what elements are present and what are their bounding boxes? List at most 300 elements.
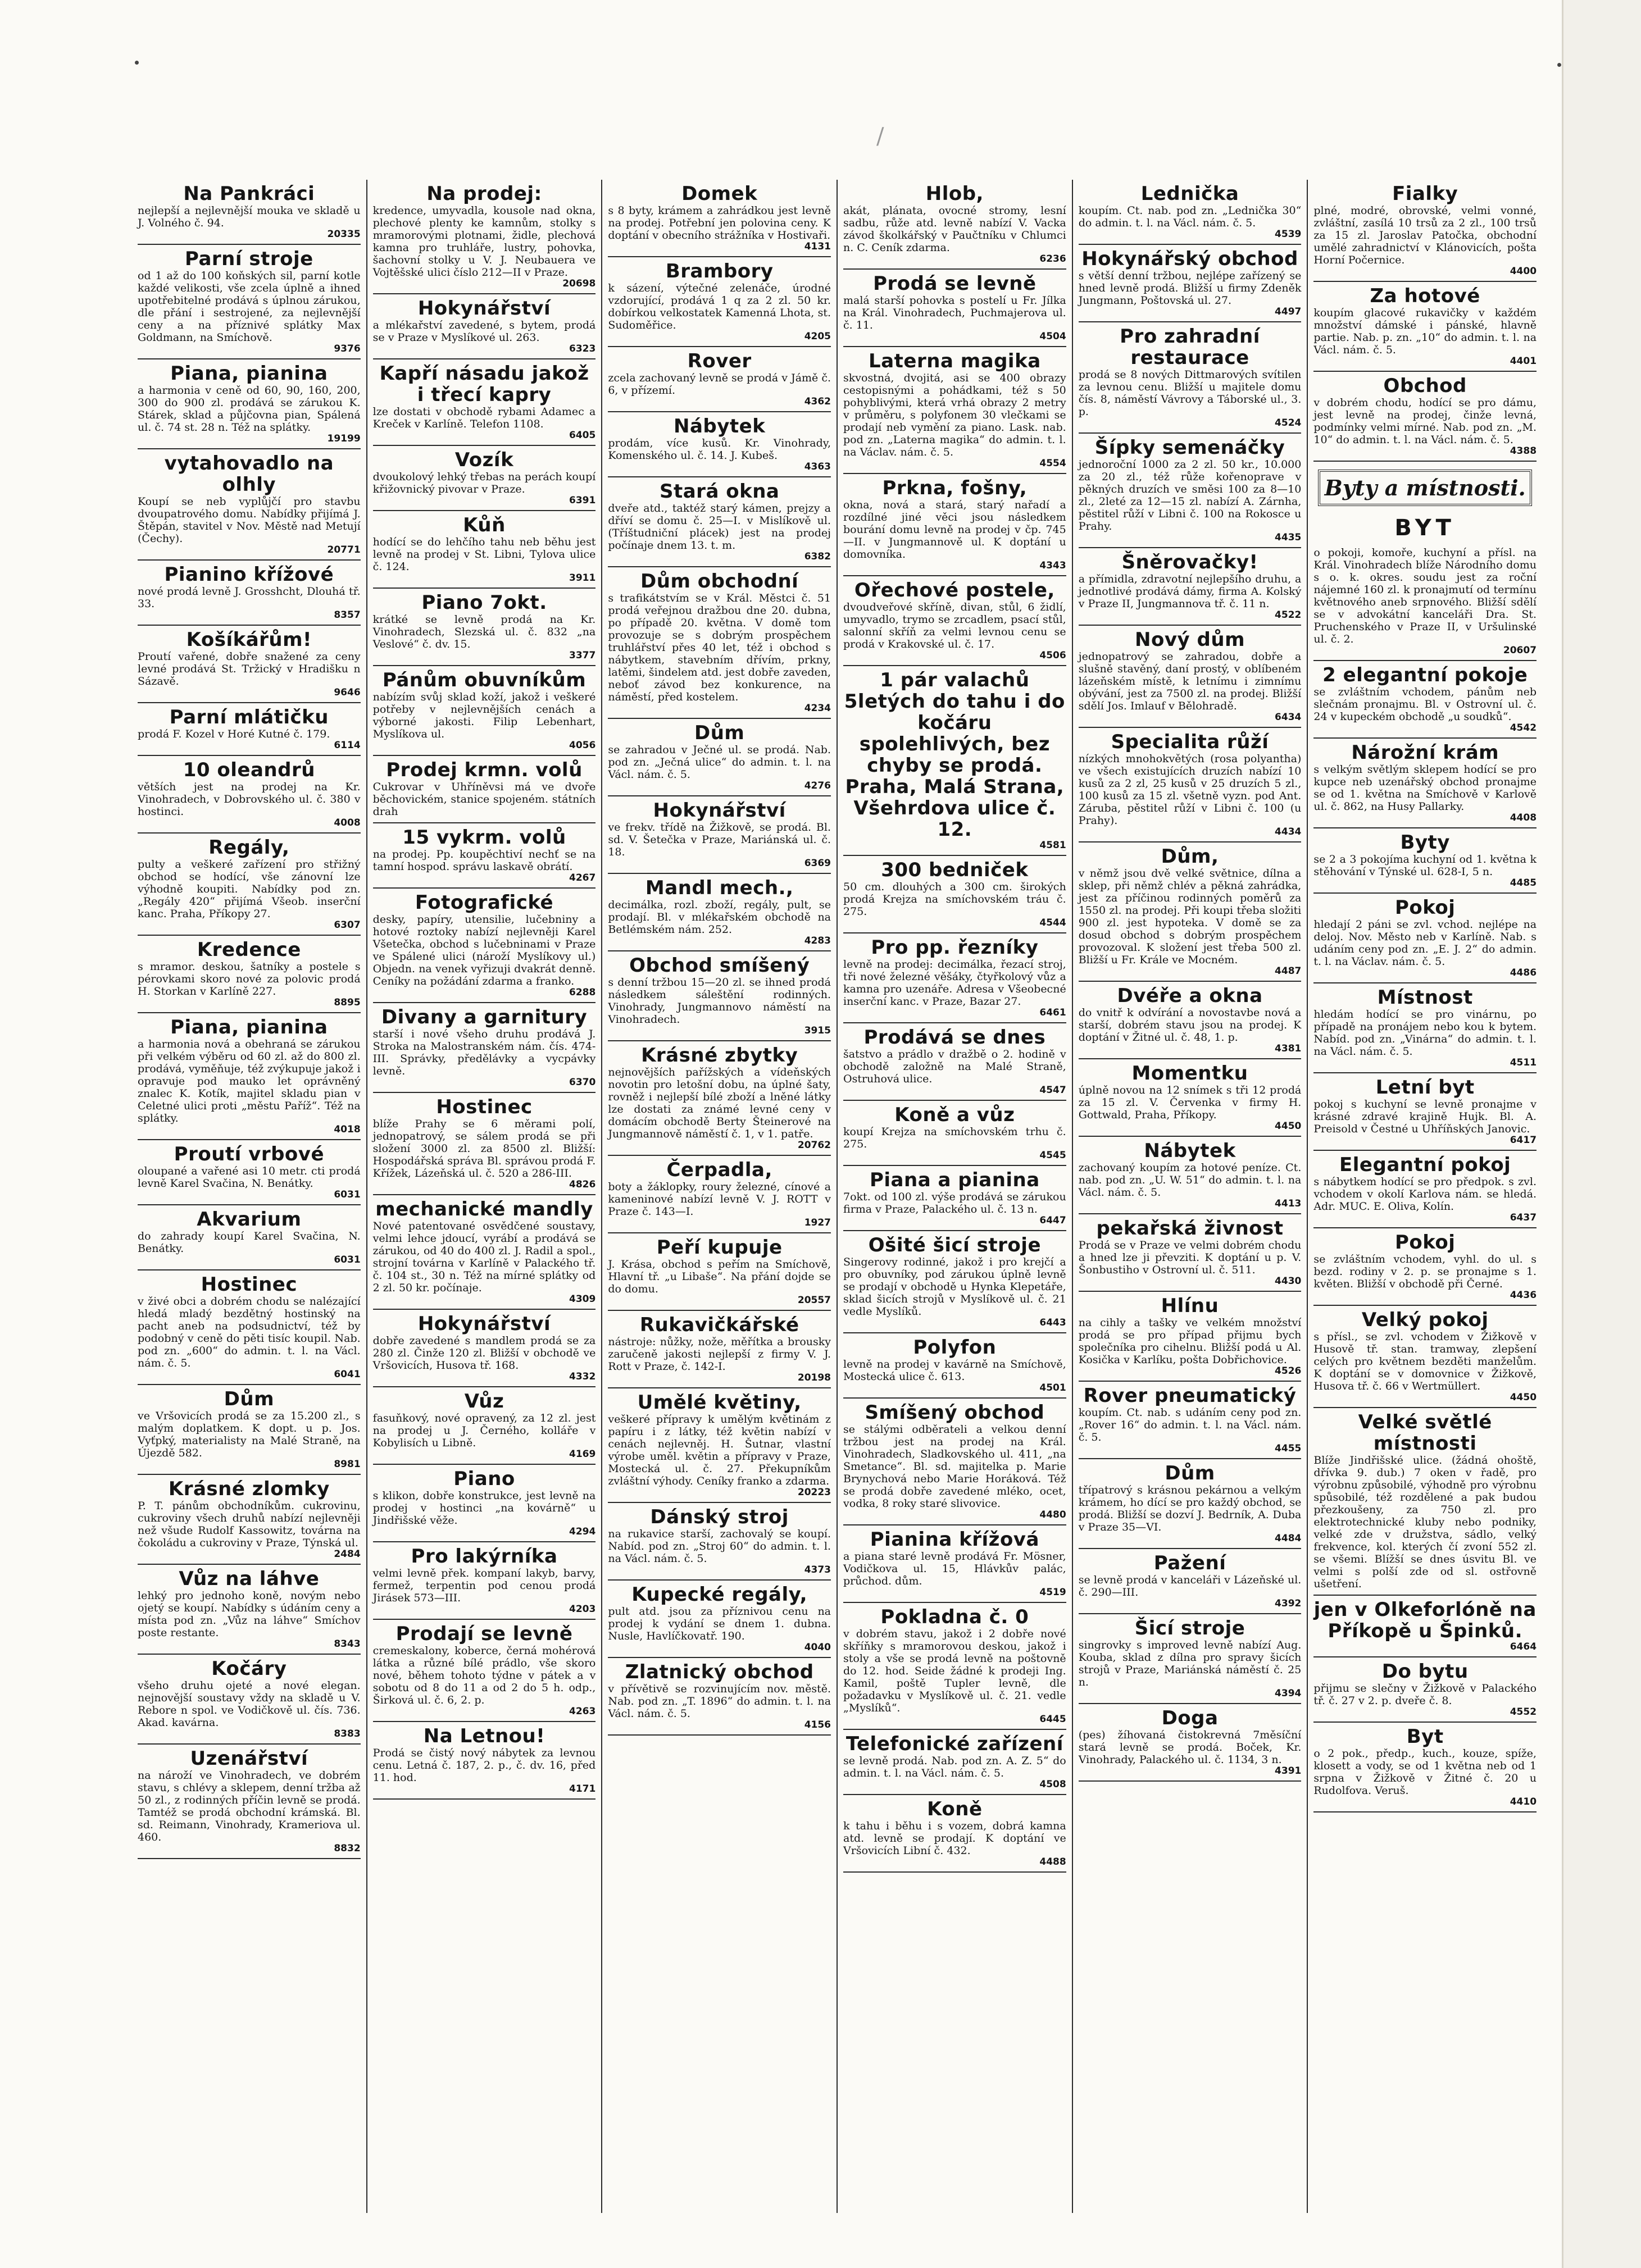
ad-reference-number: 2484 xyxy=(334,1549,361,1560)
ad-headline: Obchod xyxy=(1383,375,1467,397)
ad-reference-number: 4554 xyxy=(1039,458,1066,469)
classified-ad xyxy=(608,1041,831,1156)
classified-ad xyxy=(373,756,596,823)
ad-headline: Hlob, xyxy=(925,183,984,205)
ad-reference-number: 4018 xyxy=(334,1124,361,1135)
ad-text: od 1 až do 100 koňských sil, parní kotle každé velikosti, vše zcela úplně a ihned upotřebitelné prodává s úplnou zárukou, dle přání i sestrojené, za nejlevnější ceny a na příznivé splátky Max Goldmann, na Smíchově. xyxy=(138,270,361,344)
ad-reference-number: 4413 xyxy=(1275,1198,1302,1209)
classified-ad xyxy=(1079,728,1302,842)
ad-text: skvostná, dvojitá, asi se 400 obrazy cestopisnými a pohádkami, též s 50 pohyblivými, která vrhá obrazy 2 metry v průměru, s polyfonem 30 vlečkami se prodají neb vymění za piano. Lask. nab. pod zn. „Laterna magika“ do admin. t. l. na Václav. nám. č. 5. xyxy=(843,372,1066,458)
ad-text: hodící se do lehčího tahu neb běhu jest levně na prodej v St. Libni, Tylova ulice č. 124. xyxy=(372,536,596,573)
classified-ad xyxy=(608,796,831,874)
ad-headline: Rover xyxy=(687,350,752,372)
ad-headline: Koně a vůz xyxy=(894,1104,1015,1126)
ad-headline: Místnost xyxy=(1377,986,1473,1009)
classified-ad xyxy=(1313,1596,1537,1657)
ad-reference-number: 8357 xyxy=(334,609,361,621)
classified-ad xyxy=(1313,1306,1537,1408)
ad-reference-number: 1927 xyxy=(804,1217,831,1228)
ad-text: koupí Krejza na smíchovském trhu č. 275. xyxy=(843,1126,1066,1150)
ad-headline: Šněrovačky! xyxy=(1121,551,1258,573)
ad-text: lze dostati v obchodě rybami Adamec a Kreček v Karlíně. Telefon 1108. xyxy=(372,406,596,430)
classified-ad xyxy=(138,180,361,245)
classified-ad xyxy=(608,257,831,347)
ad-reference-number: 4388 xyxy=(1510,445,1537,457)
classified-ad xyxy=(843,1795,1066,1873)
classified-ad xyxy=(1079,322,1302,434)
ad-headline: Šípky semenáčky xyxy=(1094,436,1285,459)
ad-headline: Peří kupuje xyxy=(656,1236,783,1259)
ad-reference-number: 4263 xyxy=(569,1706,596,1717)
ad-headline: Pažení xyxy=(1153,1552,1226,1574)
ad-reference-number: 4508 xyxy=(1039,1779,1066,1790)
classified-ad xyxy=(1079,1704,1302,1782)
ad-text: a mlékařství zavedené, s bytem, prodá se v Praze v Myslíkové ul. 263. xyxy=(372,319,596,344)
ad-headline: Lednička xyxy=(1140,183,1239,205)
ad-reference-number: 4394 xyxy=(1275,1688,1302,1699)
ad-text: Prodá se čistý nový nábytek za levnou cenu. Letná č. 187, 2. p., č. dv. 16, před 11. hod. xyxy=(372,1747,596,1784)
ad-reference-number: 4056 xyxy=(569,740,596,751)
ad-text: koupím. Ct. nab. pod zn. „Lednička 30“ do admin. t. l. na Václ. nám. č. 5. xyxy=(1078,204,1302,229)
ad-text: fasuňkový, nové opravený, za 12 zl. jest na prodej u J. Černého, kolláře v Kobylisích u Libně. xyxy=(372,1412,596,1449)
ad-text: decimálka, rozl. zboží, regály, pult, se prodají. Bl. v mlékařském obchodě na Betlémském nám. 252. xyxy=(608,899,831,936)
ad-text: prodá F. Kozel v Horé Kutné č. 179. xyxy=(138,728,330,740)
ad-headline: Hostinec xyxy=(436,1096,533,1118)
ad-headline: Prkna, fošny, xyxy=(882,477,1028,499)
classified-ad xyxy=(138,626,361,703)
classified-ad xyxy=(1079,245,1302,322)
classified-ad xyxy=(1079,548,1302,626)
ad-text: na rukavice starší, zachovalý se koupí. Nabíd. pod zn. „Stroj 60“ do admin. t. l. na Václ. nám. č. 5. xyxy=(608,1528,831,1565)
ad-text: k tahu i běhu i s vozem, dobrá kamna atd. levně se prodají. K doptání ve Vršovicích Libní č. 432. xyxy=(843,1820,1066,1857)
ad-headline: Dánský stroj xyxy=(650,1506,789,1528)
ad-headline: Pokoj xyxy=(1394,896,1456,919)
ad-headline: Krásné zlomky xyxy=(168,1478,330,1500)
ad-reference-number: 4332 xyxy=(569,1371,596,1382)
ad-text: nejlepší a nejlevnější mouka ve skladě u J. Volného č. 94. xyxy=(138,204,361,229)
ad-reference-number: 6288 xyxy=(569,987,596,998)
ad-reference-number: 20762 xyxy=(797,1140,831,1151)
ad-text: do vnitř k odvírání a novostavbe nová a starší, dobrém stavu jsou na prodej. K doptání v Žitné ul. č. 48, 1. p. xyxy=(1078,1007,1302,1044)
ad-text: ve Vršovicích prodá se za 15.200 zl., s malým doplatkem. K dopt. u p. Jos. Vyťpký, materialisty na Malé Straně, na Újezdě 582. xyxy=(138,1410,361,1459)
ad-text: prodám, více kusů. Kr. Vinohrady, Komenského ul. č. 14. J. Kubeš. xyxy=(608,437,831,462)
ad-headline: Prodá se levně xyxy=(873,272,1037,295)
ad-text: koupím. Ct. nab. s udáním ceny pod zn. „Rover 16“ do admin. t. l. na Václ. nám. č. 5. xyxy=(1078,1406,1302,1443)
ad-reference-number: 4539 xyxy=(1275,229,1302,240)
ad-reference-number: 4542 xyxy=(1510,722,1537,734)
ad-text: se levně prodá. Nab. pod zn. A. Z. 5“ do admin. t. l. na Václ. nám. č. 5. xyxy=(843,1755,1066,1779)
classified-ad xyxy=(608,347,831,412)
ad-reference-number: 6370 xyxy=(569,1077,596,1088)
ad-text: třípatrový s krásnou pekárnou a velkým krámem, ho dící se pro každý obchod, se prodá. Bližší se dozví J. Bedrník, A. Duba v Praze 35—VI. xyxy=(1078,1484,1302,1533)
classified-ad xyxy=(1313,1408,1537,1596)
column-1 xyxy=(132,180,366,2213)
column-2 xyxy=(366,180,602,2213)
ad-headline: Fotografické xyxy=(415,891,554,914)
ad-reference-number: 8981 xyxy=(334,1459,361,1470)
ad-headline: Čerpadla, xyxy=(666,1159,772,1181)
ad-reference-number: 19199 xyxy=(327,433,361,444)
classified-ad xyxy=(843,1023,1066,1101)
ad-reference-number: 20223 xyxy=(797,1487,831,1498)
ad-text: velmi levně přek. kompaní lakyb, barvy, fermež, terpentin pod cenou prodá Jirásek 573—III. xyxy=(372,1567,596,1604)
ad-text: cremeskalony, koberce, černá mohérová látka a různé bílé prádlo, vše skoro nové, během tohoto týdne v pátek a v sobotu od 8 do 11 a od 2 do 5 h. odp., Širková ul. č. 6, 2. p. xyxy=(372,1645,596,1706)
ad-headline: Prodají se levně xyxy=(396,1623,573,1645)
ad-headline: 10 oleandrů xyxy=(183,759,315,781)
ad-text: 7okt. od 100 zl. výše prodává se zárukou firma v Praze, Palackého ul. č. 13 n. xyxy=(843,1191,1066,1215)
classified-ad xyxy=(608,951,831,1041)
ad-headline: Rukavičkářské xyxy=(639,1314,799,1336)
ad-reference-number: 6461 xyxy=(1039,1007,1066,1018)
ad-headline: 1 pár valachů 5letých do tahu i do kočáru spolehlivých, bez chyby se prodá. Praha, Malá Strana, Všehrdova ulice č. 12. xyxy=(844,669,1065,841)
ad-headline: vytahovadlo na olhly xyxy=(164,452,334,496)
ad-text: levně na prodej: decimálka, řezací stroj, tři nové železné věšáky, čtyřkolový vůz a kamna pro uzenáře. Adresa v Všeobecné inserční kanc. v Praze, Bazar 27. xyxy=(843,958,1066,1008)
classified-ad xyxy=(843,180,1066,270)
classified-ad xyxy=(138,756,361,834)
ad-reference-number: 4309 xyxy=(569,1294,596,1305)
ad-reference-number: 4486 xyxy=(1510,967,1537,978)
ad-reference-number: 9646 xyxy=(334,687,361,698)
classified-ad xyxy=(373,446,596,511)
ad-text: Proutí vařené, dobře snažené za ceny levné prodává St. Tržický v Hradišku n Sázavě. xyxy=(138,650,361,687)
classified-ad xyxy=(1313,828,1537,894)
ad-headline: Do bytu xyxy=(1381,1660,1469,1683)
ad-text: J. Krása, obchod s peřím na Smíchově, Hlavní tř. „u Libaše“. Na přání dojde se do domu. xyxy=(608,1258,831,1295)
ad-headline: Pro zahradní restaurace xyxy=(1120,325,1260,369)
classified-ad xyxy=(138,1475,361,1565)
ad-text: s klikon, dobře konstrukce, jest levně na prodej v hostinci „na kovárně“ u Jindřišské věže. xyxy=(372,1490,596,1527)
ad-text: se 2 a 3 pokojíma kuchyní od 1. května k stěhování v Týnské ul. 628-I, 5 n. xyxy=(1313,853,1537,878)
classified-ad xyxy=(373,1465,596,1542)
ad-text: koupím glacové rukavičky v každém množství dámské i pánské, hlavně partie. Nab. p. zn. „10“ do admin. t. l. na Václ. nám. č. 5. xyxy=(1313,307,1537,356)
ad-text: pulty a veškeré zařízení pro střižný obchod se hodící, vše zánovní lze výhodně koupiti. Nabídky pod zn. „Regály 420“ přijímá Všeob. inserční kanc. Praha, Příkopy 27. xyxy=(138,858,361,920)
ad-reference-number: 6031 xyxy=(334,1254,361,1265)
ad-text: zcela zachovaný levně se prodá v Jámě č. 6, v přízemí. xyxy=(608,372,831,397)
ad-headline: Piana, pianina xyxy=(170,1016,328,1039)
ad-headline: Dům xyxy=(694,722,745,744)
ad-headline: Nábytek xyxy=(674,415,766,438)
classified-ad xyxy=(608,1503,831,1581)
ad-text: (pes) žíhovaná čistokrevná 7měsíční stará levně se prodá. Boček, Kr. Vinohrady, Palackého ul. č. 1134, 3 n. xyxy=(1078,1729,1302,1766)
classified-ad xyxy=(1079,1549,1302,1614)
ad-reference-number: 6464 xyxy=(1510,1641,1537,1652)
ad-reference-number: 3377 xyxy=(569,650,596,661)
ad-reference-number: 4435 xyxy=(1275,532,1302,543)
classified-ad xyxy=(373,1722,596,1800)
classified-ad xyxy=(138,834,361,936)
ad-reference-number: 4480 xyxy=(1039,1509,1066,1520)
classified-ad xyxy=(373,823,596,889)
classified-ad xyxy=(373,889,596,1003)
ad-text: kredence, umyvadla, kousole nad okna, plechové plenty ke kamnům, stolky s mramorovými plotnami, židle, plechová kamna pro truhláře, lustry, pohovka, šachovní stolky u V. J. Neubauera ve Vojtěšské ulici číslo 212—II v Praze. xyxy=(372,204,596,279)
ad-reference-number: 4267 xyxy=(569,872,596,883)
ad-headline: Pianino křížové xyxy=(164,563,334,586)
ad-headline: Uzenářství xyxy=(190,1747,308,1770)
ad-reference-number: 4430 xyxy=(1275,1276,1302,1287)
classified-ad xyxy=(608,719,831,796)
ad-reference-number: 8832 xyxy=(334,1843,361,1854)
page-edge xyxy=(1562,0,1641,2268)
ad-reference-number: 6447 xyxy=(1039,1215,1066,1226)
ad-text: Nové patentované osvědčené soustavy, velmi lehce jdoucí, vyrábí a prodává se zárukou, od 40 do 400 zl. J. Radil a spol., strojní továrna v Karlíně v Palackého tř. č. 104 st., 30 n. Též na mírné splátky od 2 zl. 50 kr. počínaje. xyxy=(372,1220,596,1294)
classified-ad xyxy=(138,561,361,626)
ad-headline: Byt xyxy=(1406,1725,1444,1748)
ad-text: jednoroční 1000 za 2 zl. 50 kr., 10.000 za 20 zl., též růže kořenoprave v pěkných druzích ve směsi 100 za 8—10 zl., 2leté za 12—15 zl. nabízí A. Zárnha, pěstitel růží v Libni č. 100 na Rokosce u Prahy. xyxy=(1078,458,1302,532)
ad-text: se stálými odběrateli a velkou denní tržbou jest na prodej na Král. Vinohradech, Sladkovského ul. 411, „na Smetance“. Bl. sd. majitelka p. Marie Brynychová nebo Marie Horáková. Též se prodá dobře zavedené mléko, ocet, vodka, 8 roky staré slivovice. xyxy=(843,1423,1066,1510)
classified-ad xyxy=(843,666,1066,856)
classified-ad xyxy=(1313,1151,1537,1228)
ad-text: jednopatrový se zahradou, dobře a slušně stavěný, daní prostý, v oblíbeném lázeňském místě, k letnímu i zimnímu obývání, jest za 7500 zl. na prodej. Bližší sdělí Jos. Imlauf v Bělohradě. xyxy=(1078,650,1302,712)
ad-reference-number: 6323 xyxy=(569,343,596,354)
ad-headline: Doga xyxy=(1161,1707,1219,1729)
ad-reference-number: 20557 xyxy=(797,1295,831,1306)
classified-ad xyxy=(608,477,831,567)
ad-headline: Momentku xyxy=(1131,1062,1248,1085)
ad-reference-number: 6434 xyxy=(1275,712,1302,723)
ad-reference-number: 4455 xyxy=(1275,1443,1302,1454)
classified-ad xyxy=(138,703,361,756)
ad-reference-number: 6417 xyxy=(1510,1135,1537,1146)
classified-ad xyxy=(138,936,361,1013)
ad-headline: Hokynářský obchod xyxy=(1081,248,1298,270)
ad-text: s mramor. deskou, šatníky a postele s pérovkami skoro nové za polovic prodá H. Storkan v Karlíně 227. xyxy=(138,960,361,998)
ad-reference-number: 4436 xyxy=(1510,1290,1537,1301)
ad-text: dobře zavedené s mandlem prodá se za 280 zl. Činže 120 zl. Bližší v obchodě ve Vršovicích, Husova tř. 168. xyxy=(372,1335,596,1372)
classified-ad xyxy=(843,1166,1066,1231)
classified-columns xyxy=(132,180,1542,2213)
ad-reference-number: 4488 xyxy=(1039,1856,1066,1868)
classified-ad xyxy=(1079,1214,1302,1292)
ad-headline: Košíkářům! xyxy=(186,629,312,651)
ad-headline: Pokladna č. 0 xyxy=(880,1606,1029,1628)
ad-reference-number: 4826 xyxy=(569,1179,596,1190)
ad-text: nízkých mnohokvětých (rosa polyantha) ve všech existujících druzích nabízí 10 kusů za 2 zl, 25 kusů v 25 druzích 5 zl., 100 kusů za 15 zl. všetně vyzn. pod Ant. Záruba, pěstitel růží v Libni č. 100 (u Prahy). xyxy=(1078,753,1302,827)
ad-reference-number: 4485 xyxy=(1510,877,1537,889)
ad-text: s velkým světlým sklepem hodící se pro kupce neb uzenářský obchod pronajme se od 1. května na Smíchově v Karlově ul. č. 862, na Husy Pallarky. xyxy=(1313,763,1537,813)
ad-text: veškeré přípravy k umělým květinám z papíru i z látky, též květin nabízí v cenách nejlevněj. H. Šutnar, vlastní výrobe uměl. květin a přípravy v Praze, Mostecká ul. č. 27. Překupníkům zvláštní výhody. Ceníky franko a zdarma. xyxy=(608,1413,831,1487)
classified-ad xyxy=(373,1003,596,1093)
ad-headline: jen v Olkeforlóně na Příkopě u Špinků. xyxy=(1313,1598,1537,1642)
ad-text: v dobrém stavu, jakož i 2 dobře nové skříňky s mramorovou deskou, jakož i stoly a vše se prodá levně na poštovně do 12. hod. Seide žádné k prodeji Ing. Kamil, poště Tupler levně, dle požadavku v Myslíkově ul. č. 21. vedle „Myslíků“. xyxy=(843,1628,1066,1714)
ad-reference-number: 6114 xyxy=(334,740,361,751)
ad-reference-number: 3915 xyxy=(804,1025,831,1036)
classified-ad xyxy=(608,567,831,719)
ad-reference-number: 4506 xyxy=(1039,650,1066,661)
classified-ad xyxy=(1079,434,1302,548)
ad-reference-number: 8383 xyxy=(334,1728,361,1739)
ad-headline: Elegantní pokoj xyxy=(1339,1154,1511,1176)
classified-ad xyxy=(373,666,596,756)
ad-reference-number: 4487 xyxy=(1275,966,1302,977)
ad-text: větších jest na prodej na Kr. Vinohradech, v Dobrovského ul. č. 380 v hostinci. xyxy=(138,781,361,818)
ad-headline: Byty xyxy=(1400,831,1450,854)
ad-text: lehký pro jednoho koně, novým nebo ojetý se koupí. Nabídky s údáním ceny a místa pod zn. „Vůz na láhve“ Smíchov poste restante. xyxy=(138,1590,361,1639)
ad-text: šatstvo a prádlo v dražbě o 2. hodině v obchodě založně na Malé Straně, Ostruhová ulice. xyxy=(843,1048,1066,1085)
ad-headline: Ořechové postele, xyxy=(854,579,1055,602)
classified-ad xyxy=(608,1156,831,1233)
classified-ad xyxy=(138,1270,361,1385)
ad-reference-number: 4363 xyxy=(804,461,831,472)
ad-text: pult atd. jsou za příznivou cenu na prodej k vydání se dnem 1. dubna. Nusle, Havlíčkovatř. 190. xyxy=(608,1605,831,1642)
ad-headline: Kočáry xyxy=(211,1657,287,1680)
classified-ad xyxy=(373,1620,596,1722)
column-4 xyxy=(837,180,1072,2213)
classified-ad xyxy=(1313,372,1537,462)
ad-text: do zahrady koupí Karel Svačina, N. Benátky. xyxy=(138,1230,361,1255)
ad-reference-number: 4497 xyxy=(1275,306,1302,317)
ad-text: s nábytkem hodící se pro předpok. s zvl. vchodem v okolí Karlova nám. se hledá. Adr. MUC. E. Oliva, Kolín. xyxy=(1313,1176,1537,1213)
classified-ad xyxy=(1313,1723,1537,1812)
ad-reference-number: 4283 xyxy=(804,935,831,946)
ad-headline: Kredence xyxy=(197,939,301,961)
ad-text: blíže Prahy se 6 měrami polí, jednopatrový, se sálem prodá se při složení 3000 zl. za 8500 zl. Bližší: Hospodářská správa Bl. správou prodá F. Křížek, Lázeňská ul. č. 520 a 286-III. xyxy=(372,1118,596,1179)
ad-reference-number: 20607 xyxy=(1503,645,1537,656)
classified-ad xyxy=(138,449,361,561)
ad-reference-number: 4522 xyxy=(1275,609,1302,621)
ad-reference-number: 4408 xyxy=(1510,812,1537,823)
classified-ad xyxy=(138,1655,361,1745)
classified-ad xyxy=(843,856,1066,933)
ad-text: se levně prodá v kanceláři v Lázeňské ul. č. 290—III. xyxy=(1078,1574,1302,1598)
ad-reference-number: 4391 xyxy=(1275,1765,1302,1777)
ad-headline: Rover pneumatický xyxy=(1083,1385,1297,1407)
ad-text: v dobrém chodu, hodící se pro dámu, jest levně na prodej, činže levná, podmínky velmi mírné. Nab. pod zn. „M. 10“ do admin. t. l. na Václ. nám. č. 5. xyxy=(1313,397,1537,446)
page-mark: / xyxy=(876,124,884,149)
ad-reference-number: 4171 xyxy=(569,1783,596,1795)
classified-ad xyxy=(138,1013,361,1140)
classified-ad xyxy=(1079,842,1302,982)
ad-headline: Piano xyxy=(453,1468,515,1490)
ad-text: v přívětivě se rozvinujícím nov. městě. Nab. pod zn. „T. 1896“ do admin. t. l. na Václ. nám. č. 5. xyxy=(608,1683,831,1720)
classified-ad xyxy=(1313,282,1537,372)
ad-text: dvoukolový lehký třebas na perách koupí křižovnický pivovar v Praze. xyxy=(372,471,596,495)
classified-ad xyxy=(373,511,596,589)
classified-ad xyxy=(1313,739,1537,828)
ad-reference-number: 4544 xyxy=(1039,917,1066,928)
ad-reference-number: 4552 xyxy=(1510,1706,1537,1718)
ad-reference-number: 3911 xyxy=(569,572,596,584)
classified-ad xyxy=(608,180,831,257)
ad-text: okna, nová a stará, starý nařadí a rozdílné jiné věci jsou následkem bourání domu levně na prodej v čp. 745—II. v Jungmannově ul. K doptání u domovníka. xyxy=(843,499,1066,561)
ad-reference-number: 4169 xyxy=(569,1449,596,1460)
ad-text: akát, plánata, ovocné stromy, lesní sadbu, růže atd. levně nabízí V. Vacka závod školkářský v Paučtníku v Chlumci n. C. Ceník zdarma. xyxy=(843,204,1066,254)
ad-headline: Prodej krmn. volů xyxy=(386,759,583,781)
ad-reference-number: 4234 xyxy=(804,703,831,714)
ad-text: se zvláštním vchodem, vyhl. do ul. s bezd. rodiny v 2. p. se pronajme s 1. květen. Bližší v obchodě při Černé. xyxy=(1313,1253,1537,1290)
classified-ad xyxy=(1313,1657,1537,1723)
ad-reference-number: 6041 xyxy=(334,1369,361,1380)
ad-text: a harmonia v ceně od 60, 90, 160, 200, 300 do 900 zl. prodává se zárukou K. Stárek, sklad a půjčovna pian, Spálená ul. č. 74 st. 28 n. Též na splátky. xyxy=(138,384,361,434)
classified-ad xyxy=(1079,1137,1302,1214)
ad-reference-number: 8895 xyxy=(334,997,361,1008)
classified-ad xyxy=(373,1310,596,1387)
classified-ad xyxy=(138,1385,361,1475)
ad-headline: Dům xyxy=(1165,1462,1215,1484)
classified-ad xyxy=(843,1603,1066,1730)
ad-text: 50 cm. dlouhých a 300 cm. širokých prodá Krejza na smíchovském tráu č. 275. xyxy=(843,881,1066,918)
classified-ad xyxy=(1313,983,1537,1073)
ad-headline: Za hotové xyxy=(1370,285,1480,307)
ad-headline: pekařská živnost xyxy=(1096,1217,1284,1240)
ad-headline: Kupecké regály, xyxy=(631,1583,808,1606)
ad-headline: Proutí vrbové xyxy=(174,1143,324,1165)
ad-reference-number: 4501 xyxy=(1039,1382,1066,1393)
ad-reference-number: 8343 xyxy=(334,1638,361,1650)
ad-reference-number: 4381 xyxy=(1275,1043,1302,1054)
ad-headline: Kapří násadu jakož i třecí kapry xyxy=(379,362,589,406)
ad-headline: Divany a garnitury xyxy=(381,1006,588,1028)
scan-dot xyxy=(135,61,139,65)
ad-headline: Pro lakýrníka xyxy=(411,1545,558,1568)
ad-headline: Ošité šicí stroje xyxy=(868,1234,1041,1256)
classified-ad xyxy=(843,347,1066,474)
ad-text: úplně novou na 12 snímek s tři 12 prodá za 15 zl. V. Červenka v firmy H. Gottwald, Praha, Příkopy. xyxy=(1078,1084,1302,1121)
classified-ad xyxy=(138,1140,361,1205)
ad-reference-number: 20198 xyxy=(797,1372,831,1383)
scan-dot xyxy=(1557,63,1561,67)
ad-reference-number: 4511 xyxy=(1510,1057,1537,1068)
ad-text: boty a žáklopky, roury železné, cínové a kameninové nabízí levně V. J. ROTT v Praze č. 143—I. xyxy=(608,1181,831,1218)
ad-headline: Prodává se dnes xyxy=(863,1026,1046,1049)
classified-ad xyxy=(1079,1059,1302,1137)
ad-reference-number: 4519 xyxy=(1039,1587,1066,1598)
ad-headline: Pánům obuvníkům xyxy=(382,669,587,691)
ad-headline: Brambory xyxy=(665,260,774,283)
ad-reference-number: 20335 xyxy=(327,229,361,240)
ad-text: desky, papíry, utensilie, lučebniny a hotové roztoky nabízí nejlevněji Karel Všetečka, obchod s lučebninami v Praze ve Spálené ulici (nároží Myslíkovy ul.) Objedn. na venek vyřizuji dvakrát denně. Ceníky na požádání zdarma a franko. xyxy=(372,913,596,987)
ad-headline: Dvéře a okna xyxy=(1117,985,1263,1007)
ad-headline: 15 vykrm. volů xyxy=(402,826,566,849)
classified-ad xyxy=(843,1333,1066,1399)
classified-ad xyxy=(1079,1382,1302,1459)
ad-reference-number: 6369 xyxy=(804,858,831,869)
classified-ad xyxy=(138,1205,361,1270)
classified-ad xyxy=(843,474,1066,576)
ad-headline: Velký pokoj xyxy=(1361,1309,1489,1331)
ad-text: se zahradou v Ječné ul. se prodá. Nab. pod zn. „Ječná ulice“ do admin. t. l. na Václ. nám. č. 5. xyxy=(608,744,831,781)
ad-text: ve frekv. třídě na Žižkově, se prodá. Bl. sd. V. Šetečka v Praze, Mariánská ul. č. 18. xyxy=(608,821,831,858)
ad-headline: Vozík xyxy=(454,449,514,471)
ad-text: starší i nové všeho druhu prodává J. Stroka na Malostranském nám. čís. 474-III. Správky, předělávky a vycpávky levně. xyxy=(372,1028,596,1077)
ad-text: nástroje: nůžky, nože, měřítka a brousky zaručeně jakosti nejlepší z firmy V. J. Rott v Praze, č. 142-I. xyxy=(608,1336,831,1373)
ad-headline: Domek xyxy=(681,183,758,205)
ad-text: a přímidla, zdravotní nejlepšího druhu, a jednotlivé prodává dámy, firma A. Kolský v Praze II, Jungmannova tř. č. 11 n. xyxy=(1078,573,1302,610)
classified-ad xyxy=(1079,1614,1302,1704)
ad-reference-number: 4294 xyxy=(569,1526,596,1537)
ad-reference-number: 6445 xyxy=(1039,1714,1066,1725)
ad-headline: Hlínu xyxy=(1161,1295,1219,1317)
ad-text: Singerovy rodinné, jakož i pro krejčí a pro obuvníky, pod zárukou úplně levně se prodají v obchodě u Hynka Klepetáře, sklad šicích strojů v Myslíkově ul. č. 21 vedle Myslíků. xyxy=(843,1256,1066,1318)
ad-headline: Krásné zbytky xyxy=(641,1044,798,1067)
classified-ad xyxy=(138,1565,361,1655)
classified-ad xyxy=(608,1581,831,1658)
ad-text: s přísl., se zvl. vchodem v Žižkově v Husově tř. stan. tramway, zlepšení celých pro květnem bezděti manželům. K doptání se v domovnice v Žižkově, Husova tř. č. 66 v Wertmüllert. xyxy=(1313,1331,1537,1392)
ad-headline: Na Letnou! xyxy=(423,1725,546,1747)
classified-ad xyxy=(843,1399,1066,1525)
classified-ad xyxy=(1079,180,1302,245)
classified-ad xyxy=(843,1730,1066,1795)
ad-reference-number: 4373 xyxy=(804,1564,831,1575)
ad-reference-number: 4547 xyxy=(1039,1085,1066,1096)
ad-headline: Dům, xyxy=(1161,845,1219,868)
ad-reference-number: 4450 xyxy=(1275,1121,1302,1132)
ad-reference-number: 6443 xyxy=(1039,1317,1066,1328)
ad-reference-number: 6031 xyxy=(334,1189,361,1200)
ad-text: prodá se 8 nových Dittmarových svítilen za levnou cenu. Bližší u majitele domu čís. 8, náměstí Vávrovy a Táborské ul., 3. p. xyxy=(1078,368,1302,418)
classified-ad xyxy=(1079,1459,1302,1549)
ad-headline: Specialita růží xyxy=(1111,731,1269,753)
ad-headline: Nárožní krám xyxy=(1351,741,1499,764)
